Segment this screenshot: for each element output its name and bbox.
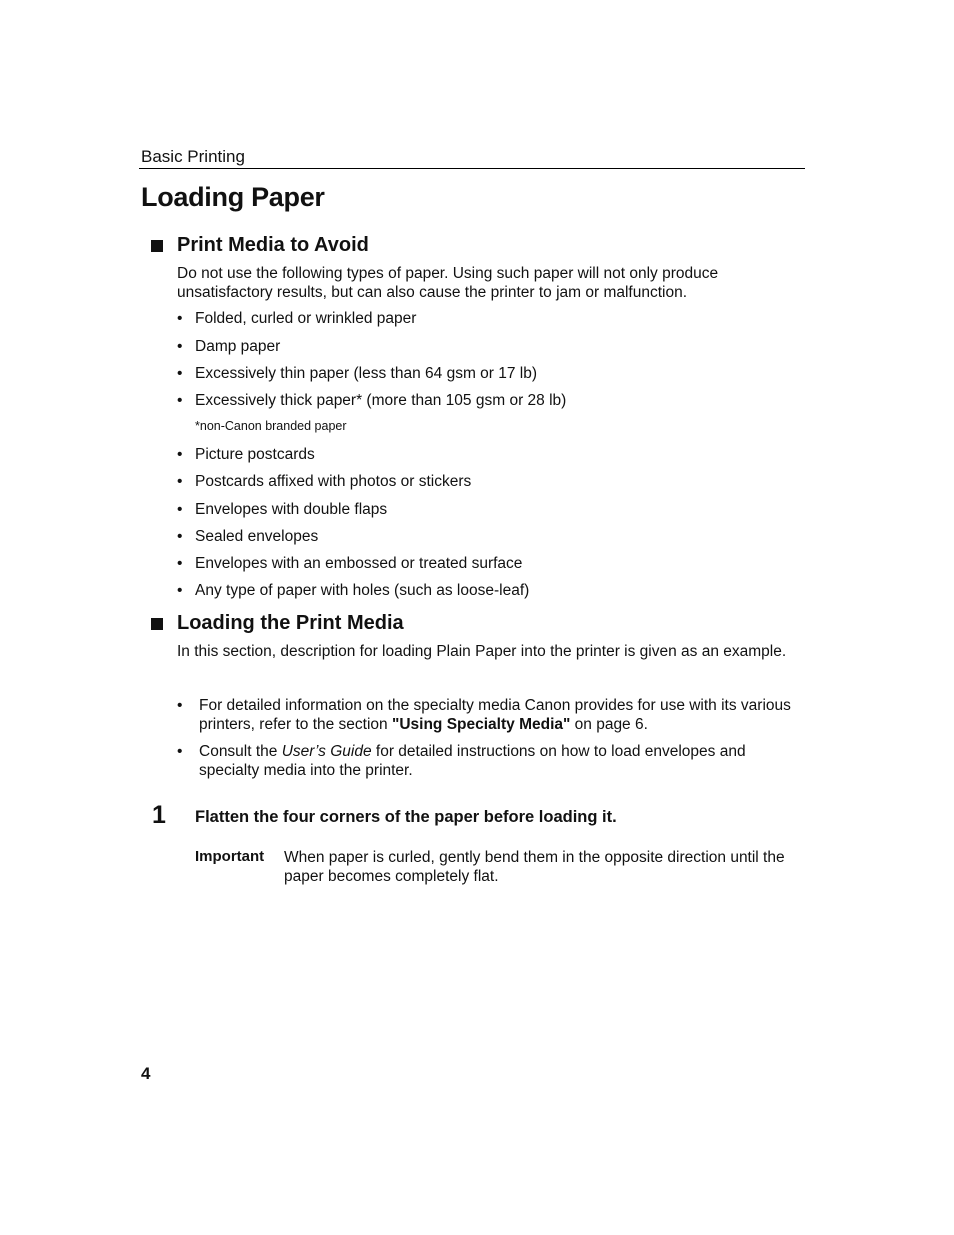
section-heading-loading: [151, 612, 404, 635]
bullet-icon: •: [177, 743, 183, 760]
section-heading-avoid-label: Print Media to Avoid: [177, 234, 369, 256]
section-heading-avoid: [151, 234, 369, 257]
bullet-icon: •: [177, 338, 183, 355]
bullet-icon: •: [177, 501, 183, 518]
list-item: • Damp paper: [177, 338, 281, 355]
list-item: • Postcards affixed with photos or stickers: [177, 473, 472, 490]
note-item: • Consult the User’s Guide for detailed instructions on how to load envelopes and specialty media into the printer.: [177, 743, 746, 779]
running-header: Basic Printing: [141, 147, 245, 166]
section-heading-loading-label: Loading the Print Media: [177, 612, 404, 634]
step-instruction: Flatten the four corners of the paper before loading it.: [195, 808, 617, 826]
list-item: • Folded, curled or wrinkled paper: [177, 310, 417, 327]
step-number: 1: [152, 801, 166, 829]
square-bullet-icon: [151, 618, 163, 630]
bullet-icon: •: [177, 446, 183, 463]
square-bullet-icon: [151, 240, 163, 252]
cross-reference-link[interactable]: "Using Specialty Media": [391, 716, 571, 733]
list-item: • Excessively thin paper (less than 64 gsm or 17 lb): [177, 365, 538, 382]
bullet-icon: •: [177, 392, 183, 409]
bullet-icon: •: [177, 473, 183, 490]
avoid-intro: Do not use the following types of paper. Using such paper will not only produce unsatisfactory results, but can also cause the printer to jam or malfunction.: [177, 265, 719, 301]
bullet-icon: •: [177, 582, 183, 599]
list-item: • Excessively thick paper* (more than 105 gsm or 28 lb): [177, 392, 567, 409]
bullet-icon: •: [177, 310, 183, 327]
header-rule: [139, 168, 805, 169]
list-item: • Sealed envelopes: [177, 528, 319, 545]
list-item: • Envelopes with double flaps: [177, 501, 388, 518]
important-label: Important: [195, 848, 265, 865]
page-title: Loading Paper: [141, 182, 325, 212]
page-number: 4: [141, 1064, 151, 1083]
important-text: When paper is curled, gently bend them in the opposite direction until the paper becomes completely flat.: [284, 849, 785, 885]
bullet-icon: •: [177, 697, 183, 714]
list-item: • Picture postcards: [177, 446, 315, 463]
list-item: • Any type of paper with holes (such as loose-leaf): [177, 582, 530, 599]
guide-reference: User’s Guide: [281, 743, 372, 760]
list-item: • Envelopes with an embossed or treated surface: [177, 555, 523, 572]
bullet-icon: •: [177, 528, 183, 545]
bullet-icon: •: [177, 555, 183, 572]
bullet-icon: •: [177, 365, 183, 382]
note-item: • For detailed information on the specialty media Canon provides for use with its various printers, refer to the section "Using Specialty Media" on page 6.: [177, 697, 791, 733]
loading-intro: In this section, description for loading Plain Paper into the printer is given as an example.: [177, 643, 787, 660]
footnote: *non-Canon branded paper: [195, 419, 347, 433]
